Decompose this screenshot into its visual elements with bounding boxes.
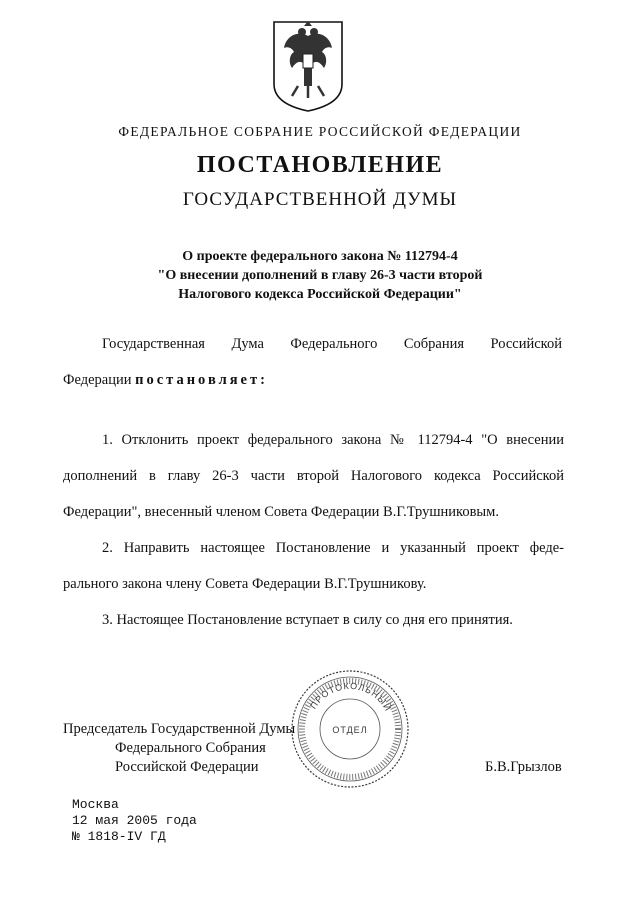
stamp-ring-text: ПРОТОКОЛЬНЫЙ bbox=[308, 680, 394, 714]
state-emblem-icon bbox=[270, 18, 346, 114]
issuer-subtitle: ГОСУДАРСТВЕННОЙ ДУМЫ bbox=[182, 189, 458, 210]
clause-1-line-2: дополнений в главу 26-3 части второй Налогового кодекса Российской bbox=[63, 468, 564, 484]
preamble-word: Дума bbox=[231, 336, 264, 352]
preamble-word: Федерального bbox=[290, 336, 378, 352]
preamble-word: Собрания bbox=[403, 336, 465, 352]
stamp-center-text: ОТДЕЛ bbox=[332, 725, 368, 735]
signatory-title-line-1: Председатель Государственной Думы bbox=[63, 721, 296, 737]
subject-line-1: О проекте федерального закона № 112794-4 bbox=[182, 249, 458, 264]
document-number: № 1818-IV ГД bbox=[72, 829, 166, 844]
place-of-signing: Москва bbox=[72, 797, 119, 812]
subject-line-3: Налогового кодекса Российской Федерации" bbox=[178, 287, 462, 302]
signatory-title-line-2: Федерального Собрания bbox=[115, 740, 266, 756]
clause-3-line-1: 3. Настоящее Постановление вступает в силу со дня его принятия. bbox=[102, 612, 513, 628]
subject-line-2: "О внесении дополнений в главу 26-3 части второй bbox=[157, 268, 483, 283]
signatory-title-line-3: Российской Федерации bbox=[115, 759, 259, 775]
clause-2-line-2: рального закона члену Совета Федерации В.Г.Трушникову. bbox=[63, 576, 427, 592]
date-of-signing: 12 мая 2005 года bbox=[72, 813, 197, 828]
resolves-keyword: постановляет: bbox=[135, 372, 268, 388]
document-type-title: ПОСТАНОВЛЕНИЕ bbox=[196, 152, 444, 178]
preamble-word: Российской bbox=[490, 336, 562, 352]
federal-assembly-heading: ФЕДЕРАЛЬНОЕ СОБРАНИЕ РОССИЙСКОЙ ФЕДЕРАЦИИ bbox=[118, 124, 522, 139]
preamble-line-1 bbox=[102, 336, 562, 353]
document-subject bbox=[0, 247, 640, 304]
official-stamp bbox=[288, 667, 412, 791]
preamble-line-2 bbox=[63, 372, 268, 389]
preamble-prefix: Федерации bbox=[63, 372, 132, 388]
preamble-word: Государственная bbox=[102, 336, 205, 352]
signatory-name: Б.В.Грызлов bbox=[485, 759, 562, 775]
clause-2-line-1: 2. Направить настоящее Постановление и указанный проект феде- bbox=[102, 540, 564, 556]
clause-1-line-1: 1. Отклонить проект федерального закона № 112794-4 "О внесении bbox=[102, 432, 564, 448]
clause-1-line-3: Федерации", внесенный членом Совета Федерации В.Г.Трушниковым. bbox=[63, 504, 499, 520]
